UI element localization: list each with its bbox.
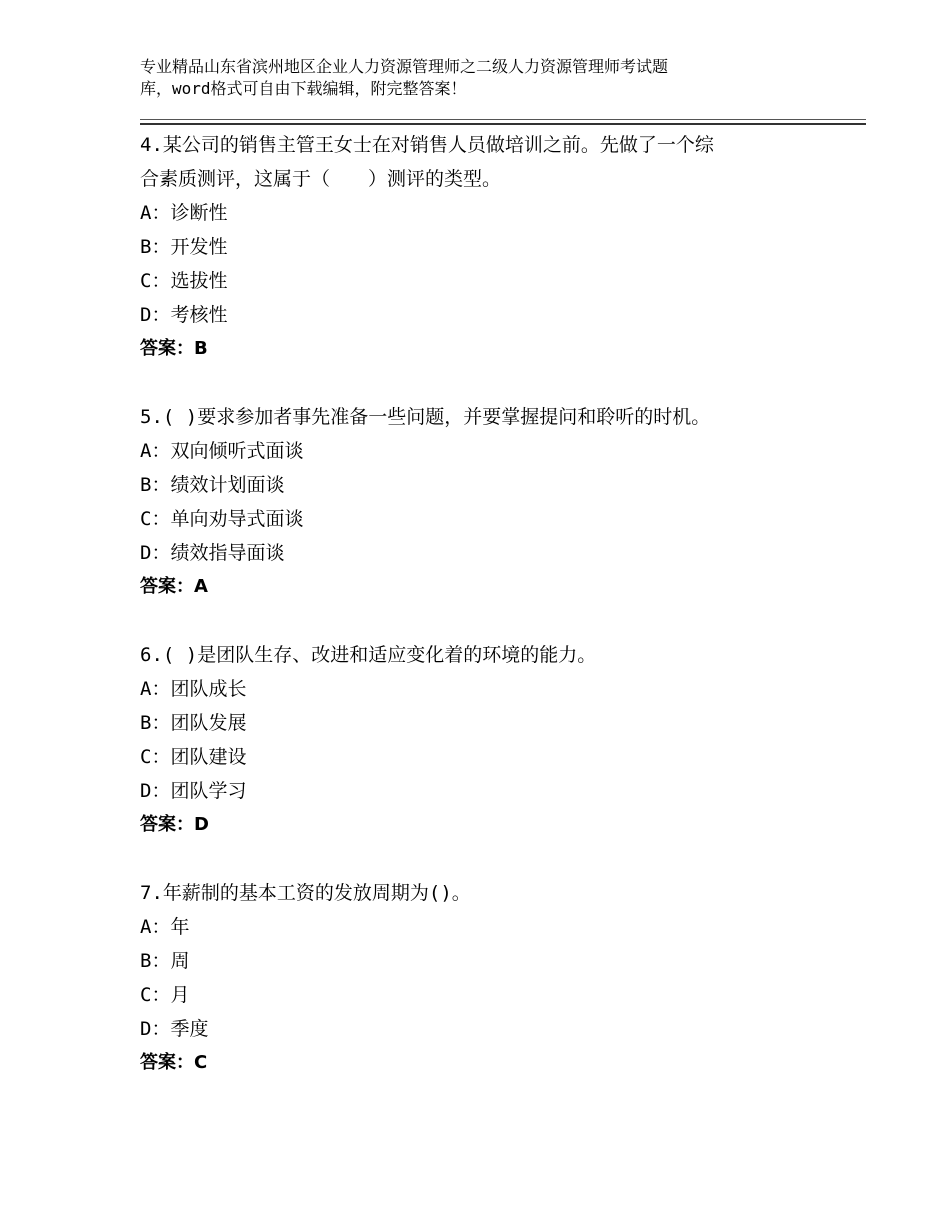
option-a: A：双向倾听式面谈 bbox=[140, 440, 304, 462]
header-divider-thick bbox=[140, 123, 866, 125]
option-c: C：月 bbox=[140, 984, 190, 1006]
spacer bbox=[140, 604, 840, 638]
header-line-2: 库，word格式可自由下载编辑，附完整答案！ bbox=[140, 79, 467, 98]
option-d: D：考核性 bbox=[140, 304, 228, 326]
option-c: C：单向劝导式面谈 bbox=[140, 508, 304, 530]
question-5 bbox=[140, 400, 840, 604]
question-stem bbox=[140, 400, 840, 434]
header-line-1: 专业精品山东省滨州地区企业人力资源管理师之二级人力资源管理师考试题 bbox=[140, 57, 669, 76]
document-header bbox=[140, 56, 800, 100]
question-stem bbox=[140, 638, 840, 672]
answer-label: 答案：C bbox=[140, 1052, 208, 1073]
question-stem-line: 6.( )是团队生存、改进和适应变化着的环境的能力。 bbox=[140, 644, 597, 666]
option-a: A：团队成长 bbox=[140, 678, 247, 700]
option-b: B：团队发展 bbox=[140, 712, 247, 734]
question-stem bbox=[140, 876, 840, 910]
answer-label: 答案：B bbox=[140, 338, 208, 359]
option-a: A：诊断性 bbox=[140, 202, 228, 224]
spacer bbox=[140, 842, 840, 876]
option-a: A：年 bbox=[140, 916, 190, 938]
question-stem-line: 7.年薪制的基本工资的发放周期为()。 bbox=[140, 882, 471, 904]
answer-label: 答案：A bbox=[140, 576, 208, 597]
header-divider-thin bbox=[140, 119, 866, 120]
question-stem-line: 5.( )要求参加者事先准备一些问题，并要掌握提问和聆听的时机。 bbox=[140, 406, 711, 428]
option-d: D：团队学习 bbox=[140, 780, 247, 802]
option-d: D：绩效指导面谈 bbox=[140, 542, 285, 564]
question-stem-line: 合素质测评，这属于（ ）测评的类型。 bbox=[140, 168, 502, 190]
question-4 bbox=[140, 128, 840, 366]
spacer bbox=[140, 366, 840, 400]
question-stem-line: 4.某公司的销售主管王女士在对销售人员做培训之前。先做了一个综 bbox=[140, 134, 714, 156]
answer-label: 答案：D bbox=[140, 814, 209, 835]
question-6 bbox=[140, 638, 840, 842]
question-stem bbox=[140, 128, 840, 196]
option-c: C：团队建设 bbox=[140, 746, 247, 768]
option-c: C：选拔性 bbox=[140, 270, 228, 292]
question-7 bbox=[140, 876, 840, 1080]
option-b: B：周 bbox=[140, 950, 190, 972]
option-b: B：开发性 bbox=[140, 236, 228, 258]
option-d: D：季度 bbox=[140, 1018, 209, 1040]
question-list bbox=[140, 128, 840, 1080]
option-b: B：绩效计划面谈 bbox=[140, 474, 285, 496]
